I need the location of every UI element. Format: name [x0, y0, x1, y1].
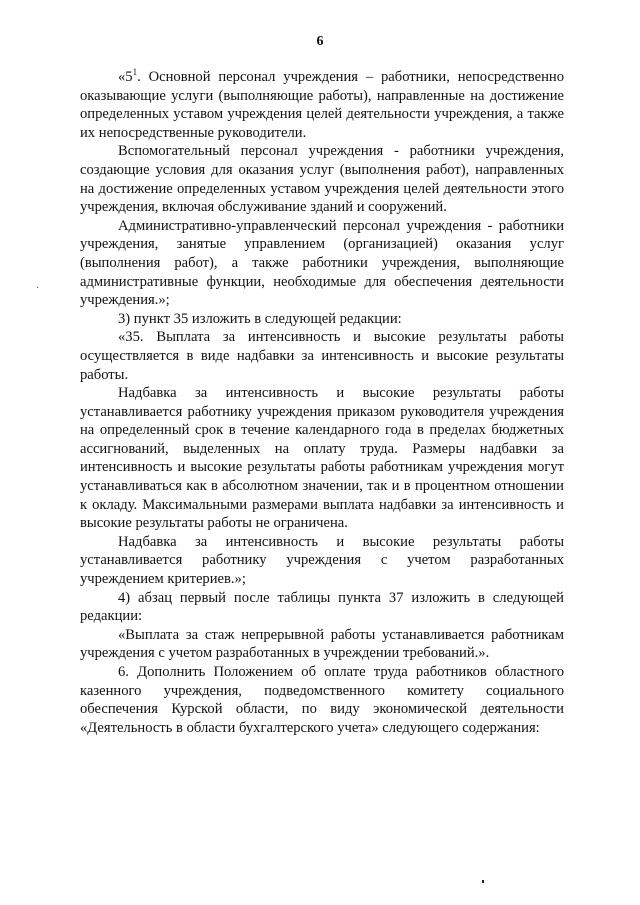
paragraph-item-6: 6. Дополнить Положением об оплате труда работников областного казенного учреждения, подведомственного комитету социального обеспечения Курской области, по виду экономической деятельности «Деятельность в области бухгалтерского учета» следующего содержания:	[80, 664, 564, 736]
paragraph-seniority-pay: «Выплата за стаж непрерывной работы устанавливается работникам учреждения с учетом разработанных в учреждении требований.».	[80, 626, 564, 662]
paragraph-clause-35: «35. Выплата за интенсивность и высокие результаты работы осуществляется в виде надбавки за интенсивность и высокие результаты работы.	[80, 329, 564, 383]
document-body	[80, 68, 564, 737]
paragraph-item-4: 4) абзац первый после таблицы пункта 37 изложить в следующей редакции:	[80, 589, 564, 625]
paragraph-admin-staff: Административно-управленческий персонал учреждения - работники учреждения, занятые управлением (организацией) оказания услуг (выполнения работ), а также работники учреждения, выполняющие административные функции, необходимые для обеспечения деятельности учреждения.»;	[80, 217, 564, 309]
margin-mark: ·	[36, 283, 40, 294]
paragraph-main-staff-text: . Основной персонал учреждения – работники, непосредственно оказывающие услуги (выполняющие работы), направленные на достижение определенных уставом учреждения целей деятельности учреждения, а также их непосредственные руководители.	[80, 69, 564, 141]
paragraph-item-3: 3) пункт 35 изложить в следующей редакции:	[118, 310, 402, 327]
paragraph-auxiliary-staff: Вспомогательный персонал учреждения - работники учреждения, создающие условия для оказания услуг (выполнения работ), направленных на достижение определенных уставом учреждения целей деятельности этого учреждения, включая обслуживание зданий и сооружений.	[80, 143, 564, 216]
paragraph-main-staff	[80, 68, 564, 142]
superscript-index: 1	[132, 67, 138, 78]
paragraph-bonus-criteria: Надбавка за интенсивность и высокие результаты работы устанавливается работнику учреждения с учетом разработанных учреждением критериев.»;	[80, 533, 564, 588]
page-number: 6	[316, 34, 324, 49]
paragraph-main-staff-lead: «5	[118, 69, 133, 85]
paragraph-bonus-terms: Надбавка за интенсивность и высокие результаты работы устанавливается работнику учреждения приказом руководителя учреждения на определенный срок в течение календарного года в пределах бюджетных ассигнований, выделенных на оплату труда. Размеры надбавки за интенсивность и высокие результаты работы работникам учреждения могут устанавливаться как в абсолютном значении, так и в процентном отношении к окладу. Максимальными размерами выплата надбавки за интенсивность и высокие результаты работы не ограничена.	[80, 385, 564, 532]
scan-artifact-dot	[482, 880, 484, 883]
